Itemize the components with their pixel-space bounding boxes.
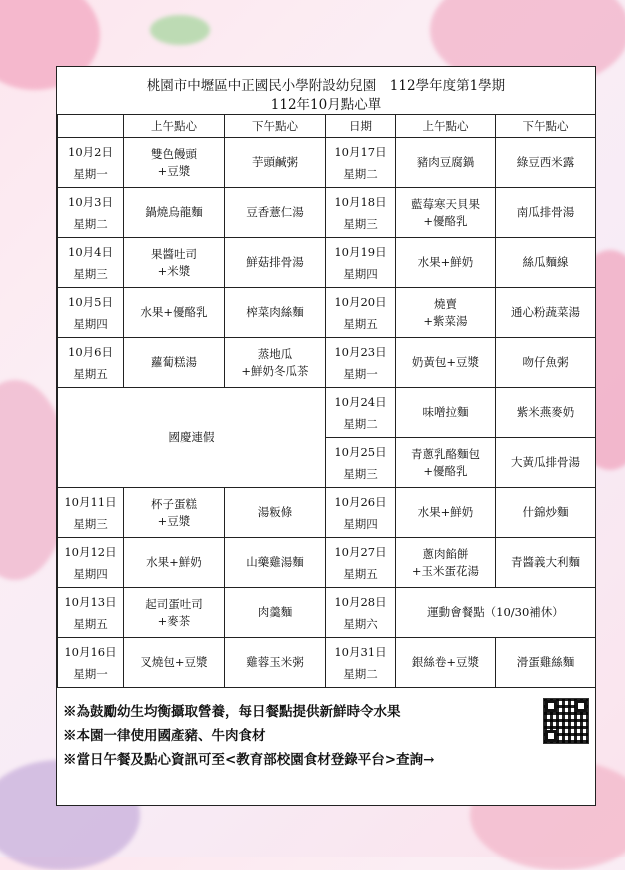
date-cell [326,538,396,588]
afternoon-snack-cell: 榨菜肉絲麵 [225,288,326,338]
date-cell [58,338,124,388]
header-cell: 下午點心 [496,115,596,138]
date-label: 10月20日 [334,294,387,309]
snack-table [57,114,596,688]
school-title: 桃園市中壢區中正國民小學附設幼兒園 112學年度第1學期 [146,78,506,94]
afternoon-snack-cell: 絲瓜麵線 [496,238,596,288]
date-cell [326,188,396,238]
table-row [58,238,596,288]
date-cell [58,288,124,338]
table-row [58,188,596,238]
morning-snack-cell: 水果+鮮奶 [396,488,496,538]
morning-snack-cell: 水果+鮮奶 [124,538,225,588]
qr-code[interactable] [543,698,589,744]
date-cell [326,588,396,638]
date-label: 10月28日 [334,594,387,609]
weekday-label: 星期二 [343,666,378,681]
note-fruit: ※為鼓勵幼生均衡攝取營養，每日餐點提供新鮮時令水果 [63,704,401,720]
morning-snack-cell: 蔥肉餡餅 +玉米蛋花湯 [396,538,496,588]
afternoon-snack-cell: 南瓜排骨湯 [496,188,596,238]
date-label: 10月19日 [334,244,387,259]
date-label: 10月12日 [64,544,117,559]
weekday-label: 星期五 [73,616,108,631]
date-cell [326,238,396,288]
weekday-label: 星期五 [73,366,108,381]
afternoon-snack-cell: 什錦炒麵 [496,488,596,538]
date-label: 10月17日 [334,144,387,159]
weekday-label: 星期三 [343,466,378,481]
morning-snack-cell: 青蔥乳酪麵包 +優酪乳 [396,438,496,488]
date-label: 10月31日 [334,644,387,659]
weekday-label: 星期五 [343,316,378,331]
header-cell: 上午點心 [124,115,225,138]
morning-snack-cell: 起司蛋吐司 +麥茶 [124,588,225,638]
date-label: 10月18日 [334,194,387,209]
note-meat: ※本園一律使用國產豬、牛肉食材 [63,728,266,744]
afternoon-snack-cell: 豆香薏仁湯 [225,188,326,238]
morning-snack-cell: 藍莓寒天貝果 +優酪乳 [396,188,496,238]
date-label: 10月3日 [68,194,113,209]
morning-snack-cell: 叉燒包+豆漿 [124,638,225,688]
weekday-label: 星期一 [73,666,108,681]
date-cell [58,588,124,638]
morning-snack-cell: 水果+鮮奶 [396,238,496,288]
note-platform: ※當日午餐及點心資訊可至<教育部校園食材登錄平台>查詢→ [63,752,435,768]
date-label: 10月2日 [68,144,113,159]
afternoon-snack-cell: 滑蛋雞絲麵 [496,638,596,688]
table-row [58,138,596,188]
header-cell: 日期 [326,115,396,138]
morning-snack-cell: 燒賣 +紫菜湯 [396,288,496,338]
afternoon-snack-cell: 綠豆西米露 [496,138,596,188]
table-row [58,288,596,338]
morning-snack-cell: 銀絲卷+豆漿 [396,638,496,688]
date-label: 10月24日 [334,394,387,409]
weekday-label: 星期三 [73,516,108,531]
notes-section [57,688,595,772]
date-label: 10月16日 [64,644,117,659]
date-cell [326,388,396,438]
morning-snack-cell: 雙色饅頭 +豆漿 [124,138,225,188]
date-label: 10月13日 [64,594,117,609]
menu-title [57,67,595,114]
date-cell [58,188,124,238]
morning-snack-cell: 奶黃包+豆漿 [396,338,496,388]
date-cell [58,638,124,688]
table-row [58,388,596,438]
morning-snack-cell: 蘿蔔糕湯 [124,338,225,388]
date-cell [58,138,124,188]
afternoon-snack-cell: 雞蓉玉米粥 [225,638,326,688]
date-label: 10月27日 [334,544,387,559]
date-cell [326,638,396,688]
date-label: 10月5日 [68,294,113,309]
date-label: 10月4日 [68,244,113,259]
date-cell [326,488,396,538]
date-label: 10月11日 [64,494,117,509]
morning-snack-cell: 果醬吐司 +米漿 [124,238,225,288]
morning-snack-cell: 杯子蛋糕 +豆漿 [124,488,225,538]
weekday-label: 星期四 [343,266,378,281]
weekday-label: 星期三 [73,266,108,281]
header-cell [58,115,124,138]
table-row [58,488,596,538]
header-cell: 上午點心 [396,115,496,138]
morning-snack-cell: 鍋燒烏龍麵 [124,188,225,238]
afternoon-snack-cell: 吻仔魚粥 [496,338,596,388]
table-row [58,538,596,588]
date-label: 10月6日 [68,344,113,359]
morning-snack-cell: 味噌拉麵 [396,388,496,438]
date-cell [326,288,396,338]
afternoon-snack-cell: 紫米燕麥奶 [496,388,596,438]
date-label: 10月26日 [334,494,387,509]
sports-day-cell: 運動會餐點（10/30補休） [396,588,596,638]
date-cell [58,238,124,288]
afternoon-snack-cell: 大黃瓜排骨湯 [496,438,596,488]
weekday-label: 星期二 [343,416,378,431]
afternoon-snack-cell: 鮮菇排骨湯 [225,238,326,288]
date-cell [58,488,124,538]
header-cell: 下午點心 [225,115,326,138]
afternoon-snack-cell: 山藥雞湯麵 [225,538,326,588]
afternoon-snack-cell: 蒸地瓜 +鮮奶冬瓜茶 [225,338,326,388]
weekday-label: 星期四 [73,316,108,331]
weekday-label: 星期三 [343,216,378,231]
weekday-label: 星期二 [343,166,378,181]
afternoon-snack-cell: 湯粄條 [225,488,326,538]
weekday-label: 星期六 [343,616,378,631]
snack-menu-sheet [56,66,596,806]
date-cell [326,338,396,388]
weekday-label: 星期二 [73,216,108,231]
date-label: 10月25日 [334,444,387,459]
afternoon-snack-cell: 青醬義大利麵 [496,538,596,588]
table-row [58,588,596,638]
afternoon-snack-cell: 通心粉蔬菜湯 [496,288,596,338]
date-cell [326,438,396,488]
afternoon-snack-cell: 肉羹麵 [225,588,326,638]
date-cell [58,538,124,588]
month-title: 112年10月點心單 [270,97,382,113]
weekday-label: 星期五 [343,566,378,581]
morning-snack-cell: 豬肉豆腐鍋 [396,138,496,188]
table-row [58,338,596,388]
leaf-decoration [150,15,210,45]
holiday-cell: 國慶連假 [58,388,326,488]
table-row [58,638,596,688]
weekday-label: 星期四 [343,516,378,531]
morning-snack-cell: 水果+優酪乳 [124,288,225,338]
date-cell [326,138,396,188]
weekday-label: 星期一 [73,166,108,181]
afternoon-snack-cell: 芋頭鹹粥 [225,138,326,188]
weekday-label: 星期一 [343,366,378,381]
weekday-label: 星期四 [73,566,108,581]
date-label: 10月23日 [334,344,387,359]
